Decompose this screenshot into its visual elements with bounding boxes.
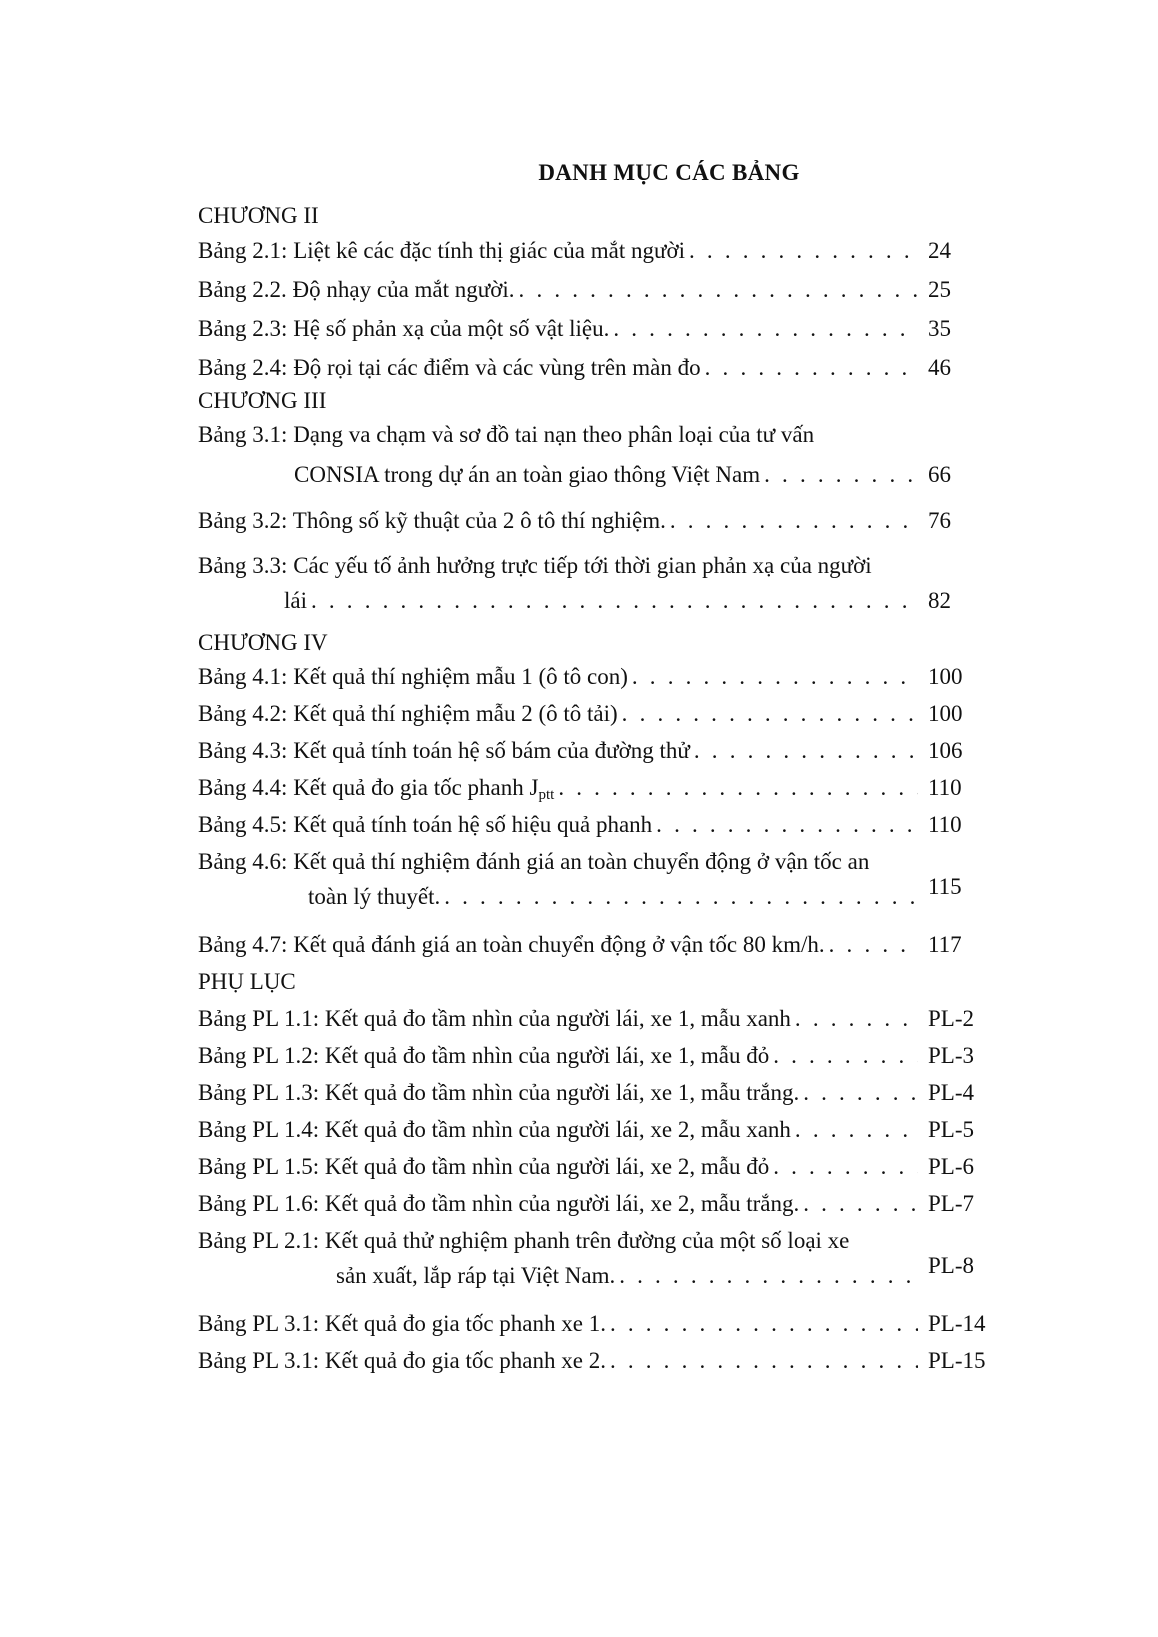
dot-leader	[632, 664, 918, 690]
entry-label: Bảng 4.2: Kết quả thí nghiệm mẫu 2 (ô tô tải)	[198, 701, 618, 726]
toc-entry[interactable]	[198, 238, 998, 264]
entry-label-continued: CONSIA trong dự án an toàn giao thông Việt Nam	[294, 462, 761, 487]
toc-entry[interactable]	[198, 812, 998, 838]
dot-leader	[705, 355, 918, 381]
toc-entry[interactable]	[198, 1311, 998, 1337]
page-number: 117	[928, 932, 962, 957]
toc-entry[interactable]	[198, 1191, 998, 1217]
toc-entry[interactable]	[198, 664, 998, 690]
entry-label: Bảng 2.3: Hệ số phản xạ của một số vật liệu.	[198, 316, 610, 341]
entry-label: Bảng 3.2: Thông số kỹ thuật của 2 ô tô thí nghiệm.	[198, 508, 666, 533]
chapter-heading: CHƯƠNG II	[198, 203, 319, 228]
dot-leader	[694, 738, 918, 764]
dot-leader	[795, 1117, 918, 1143]
entry-label: Bảng PL 2.1: Kết quả thử nghiệm phanh trên đường của một số loại xe	[198, 1228, 850, 1253]
dot-leader	[773, 1043, 918, 1069]
dot-leader	[610, 1348, 918, 1374]
dot-leader	[795, 1006, 918, 1032]
chapter-heading: CHƯƠNG III	[198, 388, 327, 413]
chapter-heading: PHỤ LỤC	[198, 969, 296, 994]
toc-entry[interactable]	[198, 738, 998, 764]
toc-entry[interactable]	[198, 849, 998, 910]
page-number: PL-7	[928, 1191, 974, 1216]
toc-entry[interactable]	[198, 508, 998, 534]
toc-entry[interactable]	[198, 1006, 998, 1032]
page-number: 35	[928, 316, 951, 341]
page-number: PL-6	[928, 1154, 974, 1179]
dot-leader	[613, 316, 918, 342]
toc-entry[interactable]	[198, 422, 998, 488]
dot-leader	[622, 701, 918, 727]
entry-label: Bảng 4.5: Kết quả tính toán hệ số hiệu quả phanh	[198, 812, 653, 837]
page-number: PL-3	[928, 1043, 974, 1068]
page-number: 115	[928, 874, 962, 899]
page-number: PL-2	[928, 1006, 974, 1031]
dot-leader	[444, 884, 918, 910]
dot-leader	[689, 238, 918, 264]
dot-leader	[670, 508, 918, 534]
toc-entry[interactable]	[198, 1043, 998, 1069]
entry-label-continued: lái	[284, 588, 307, 613]
entry-label: Bảng 3.3: Các yếu tố ảnh hưởng trực tiếp tới thời gian phản xạ của người	[198, 553, 872, 578]
dot-leader	[773, 1154, 918, 1180]
entry-label: Bảng 4.3: Kết quả tính toán hệ số bám của đường thử	[198, 738, 690, 763]
dot-leader	[803, 1080, 918, 1106]
toc-entry[interactable]	[198, 932, 998, 958]
page-number: PL-4	[928, 1080, 974, 1105]
dot-leader	[619, 1263, 918, 1289]
page-number: PL-8	[928, 1253, 974, 1278]
page-number: PL-14	[928, 1311, 986, 1336]
toc-entry[interactable]	[198, 1117, 998, 1143]
entry-label: Bảng 2.2. Độ nhạy của mắt người.	[198, 277, 515, 302]
page-number: 100	[928, 701, 963, 726]
entry-label: Bảng 2.1: Liệt kê các đặc tính thị giác của mắt người	[198, 238, 686, 263]
toc-entry[interactable]	[198, 1080, 998, 1106]
page-number: PL-5	[928, 1117, 974, 1142]
toc-entry[interactable]	[198, 775, 998, 804]
page-number: 106	[928, 738, 963, 763]
entry-label: Bảng 4.1: Kết quả thí nghiệm mẫu 1 (ô tô con)	[198, 664, 628, 689]
entry-label: Bảng PL 1.1: Kết quả đo tầm nhìn của người lái, xe 1, mẫu xanh	[198, 1006, 791, 1031]
entry-label: Bảng PL 3.1: Kết quả đo gia tốc phanh xe 2.	[198, 1348, 606, 1373]
entry-label: Bảng PL 1.5: Kết quả đo tầm nhìn của người lái, xe 2, mẫu đỏ	[198, 1154, 770, 1179]
dot-leader	[610, 1311, 918, 1337]
toc-entry[interactable]	[198, 1348, 998, 1374]
entry-label-continued: toàn lý thuyết.	[308, 884, 441, 909]
page-number: 110	[928, 812, 962, 837]
page-number: 76	[928, 508, 951, 533]
entry-label: Bảng 4.7: Kết quả đánh giá an toàn chuyển động ở vận tốc 80 km/h.	[198, 932, 825, 957]
toc-entry[interactable]	[198, 1154, 998, 1180]
dot-leader	[519, 277, 918, 303]
page-number: 24	[928, 238, 951, 263]
toc-entry[interactable]	[198, 355, 998, 381]
entry-label: Bảng PL 3.1: Kết quả đo gia tốc phanh xe 1.	[198, 1311, 606, 1336]
page-number: 46	[928, 355, 951, 380]
dot-leader	[803, 1191, 918, 1217]
dot-leader	[829, 932, 918, 958]
entry-label: Bảng 4.4: Kết quả đo gia tốc phanh $J_{ptt}$	[198, 775, 555, 803]
dot-leader	[656, 812, 918, 838]
page-number: 25	[928, 277, 951, 302]
toc-entry[interactable]	[198, 277, 998, 303]
page-number: 66	[928, 462, 951, 487]
page-number: 100	[928, 664, 963, 689]
toc-entry[interactable]	[198, 701, 998, 727]
dot-leader	[558, 775, 918, 801]
dot-leader	[311, 588, 918, 614]
entry-label: Bảng PL 1.4: Kết quả đo tầm nhìn của người lái, xe 2, mẫu xanh	[198, 1117, 791, 1142]
entry-label: Bảng 3.1: Dạng va chạm và sơ đồ tai nạn theo phân loại của tư vấn	[198, 422, 815, 447]
page-title: DANH MỤC CÁC BẢNG	[538, 160, 800, 185]
entry-label: Bảng 2.4: Độ rọi tại các điểm và các vùng trên màn đo	[198, 355, 701, 380]
entry-label: Bảng 4.6: Kết quả thí nghiệm đánh giá an toàn chuyển động ở vận tốc an	[198, 849, 870, 874]
entry-label: Bảng PL 1.6: Kết quả đo tầm nhìn của người lái, xe 2, mẫu trắng.	[198, 1191, 800, 1216]
chapter-heading: CHƯƠNG IV	[198, 630, 328, 655]
entry-label: Bảng PL 1.2: Kết quả đo tầm nhìn của người lái, xe 1, mẫu đỏ	[198, 1043, 770, 1068]
entry-label: Bảng PL 1.3: Kết quả đo tầm nhìn của người lái, xe 1, mẫu trắng.	[198, 1080, 800, 1105]
page-number: PL-15	[928, 1348, 986, 1373]
page-number: 82	[928, 588, 951, 613]
toc-entry[interactable]	[198, 1228, 998, 1289]
entry-label-continued: sản xuất, lắp ráp tại Việt Nam.	[336, 1263, 616, 1288]
toc-entry[interactable]	[198, 553, 998, 614]
subscript: ptt	[538, 787, 555, 803]
dot-leader	[764, 462, 918, 488]
page-number: 110	[928, 775, 962, 800]
toc-entry[interactable]	[198, 316, 998, 342]
